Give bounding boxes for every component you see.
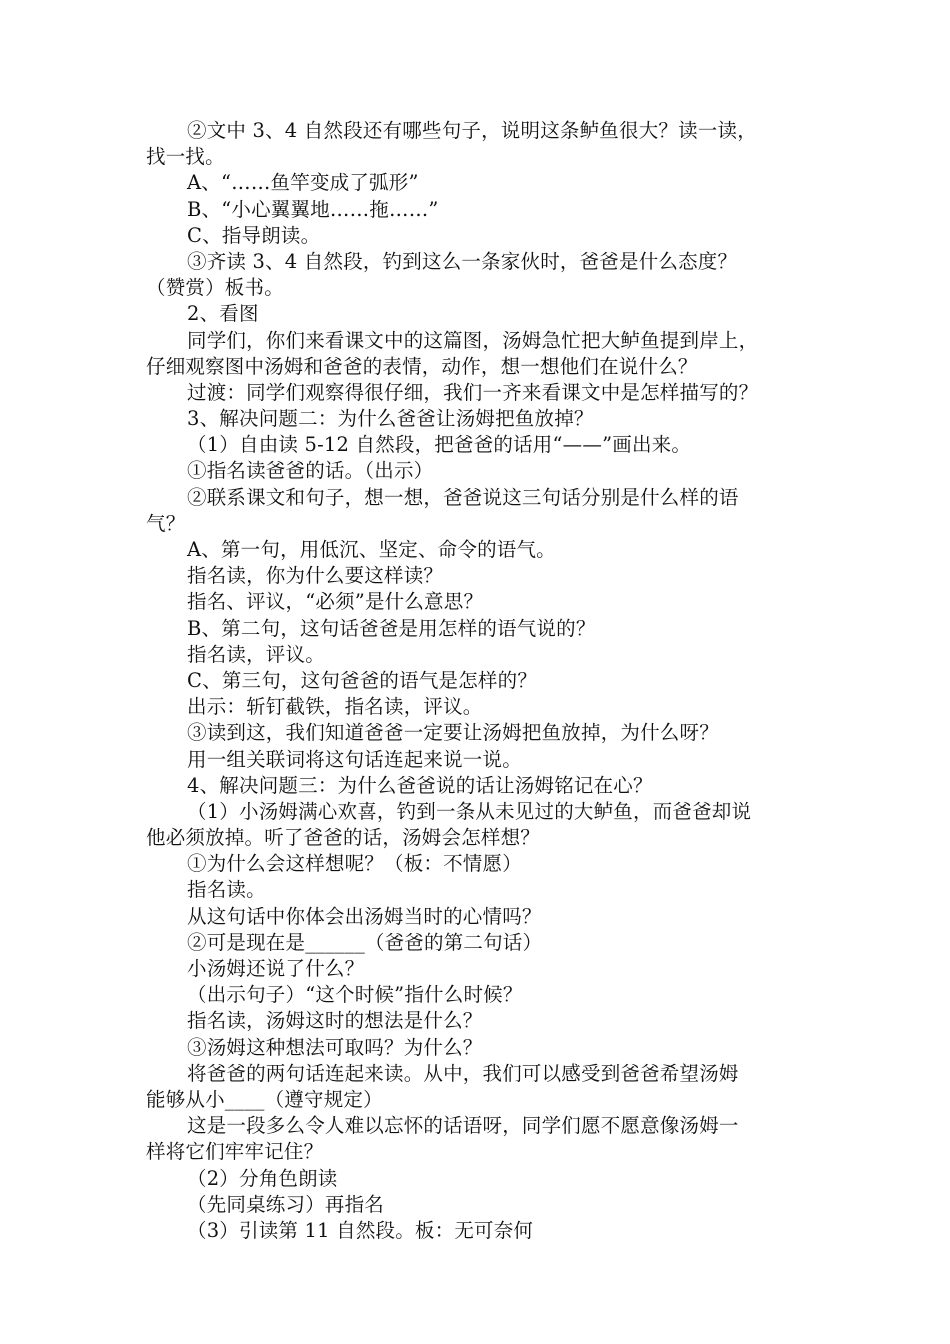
text-line: 用一组关联词将这句话连起来说一说。 (187, 747, 522, 771)
text-line: 他必须放掉。听了爸爸的话，汤姆会怎样想？ (146, 826, 541, 850)
text-line: 气？ (146, 511, 186, 535)
text-line: 样将它们牢牢记住？ (146, 1140, 324, 1164)
text-line: ②可是现在是______（爸爸的第二句话） (187, 930, 543, 954)
text-line: （1）小汤姆满心欢喜，钓到一条从未见过的大鲈鱼，而爸爸却说 (187, 799, 752, 823)
text-line: 小汤姆还说了什么？ (187, 957, 365, 980)
text-line: （赞赏）板书。 (146, 276, 284, 300)
text-line: （出示句子）“这个时候”指什么时候？ (187, 983, 523, 1007)
text-line: 指名读。 (187, 878, 266, 902)
text-line: 指名读，你为什么要这样读？ (187, 564, 444, 588)
text-line: ③汤姆这种想法可取吗？为什么？ (187, 1035, 483, 1059)
text-line: 出示：斩钉截铁，指名读，评议。 (187, 695, 483, 719)
text-line: 找一找。 (146, 145, 225, 169)
text-line: （先同桌练习）再指名 (187, 1192, 385, 1216)
text-line: （2）分角色朗读 (187, 1166, 338, 1190)
text-line: 指名读，评议。 (187, 642, 325, 666)
text-line: B、“小心翼翼地……拖……” (187, 197, 439, 221)
text-line: 2、看图 (187, 302, 259, 326)
text-line: C、指导朗读。 (187, 223, 321, 247)
text-line: 仔细观察图中汤姆和爸爸的表情，动作，想一想他们在说什么？ (146, 354, 698, 378)
text-line: （1）自由读 5-12 自然段，把爸爸的话用“——”画出来。 (187, 433, 692, 457)
text-line: 从这句话中你体会出汤姆当时的心情吗？ (187, 904, 542, 928)
text-line: ①为什么会这样想呢？（板：不情愿） (187, 852, 522, 876)
text-line: 将爸爸的两句话连起来读。从中，我们可以感受到爸爸希望汤姆 (187, 1061, 739, 1085)
text-line: 过渡：同学们观察得很仔细，我们一齐来看课文中是怎样描写的？ (187, 380, 759, 404)
text-line: ③读到这，我们知道爸爸一定要让汤姆把鱼放掉，为什么呀？ (187, 721, 719, 745)
text-line: 这是一段多么令人难以忘怀的话语呀，同学们愿不愿意像汤姆一 (187, 1114, 739, 1138)
text-line: A、“……鱼竿变成了弧形” (187, 171, 419, 195)
text-line: ①指名读爸爸的话。（出示） (187, 459, 434, 483)
text-line: ②联系课文和句子，想一想，爸爸说这三句话分别是什么样的语 (187, 485, 739, 509)
text-line: 指名读，汤姆这时的想法是什么？ (187, 1009, 483, 1033)
text-line: 同学们，你们来看课文中的这篇图，汤姆急忙把大鲈鱼提到岸上， (187, 328, 759, 352)
text-line: 能够从小____（遵守规定） (146, 1087, 383, 1111)
document-body (146, 118, 814, 1244)
text-line: （3）引读第 11 自然段。板：无可奈何 (187, 1218, 534, 1242)
text-line: ②文中 3、4 自然段还有哪些句子，说明这条鲈鱼很大？读一读， (187, 119, 757, 142)
text-line: ③齐读 3、4 自然段，钓到这么一条家伙时，爸爸是什么态度？ (187, 249, 738, 273)
text-line: 4、解决问题三：为什么爸爸说的话让汤姆铭记在心？ (187, 773, 653, 797)
text-line: B、第二句，这句话爸爸是用怎样的语气说的？ (187, 616, 596, 640)
text-line: 指名、评议，“必须”是什么意思？ (187, 590, 484, 614)
text-line: A、第一句，用低沉、坚定、命令的语气。 (187, 538, 556, 561)
text-line: C、第三句，这句爸爸的语气是怎样的？ (187, 668, 538, 692)
text-line: 3、解决问题二：为什么爸爸让汤姆把鱼放掉？ (187, 407, 594, 431)
